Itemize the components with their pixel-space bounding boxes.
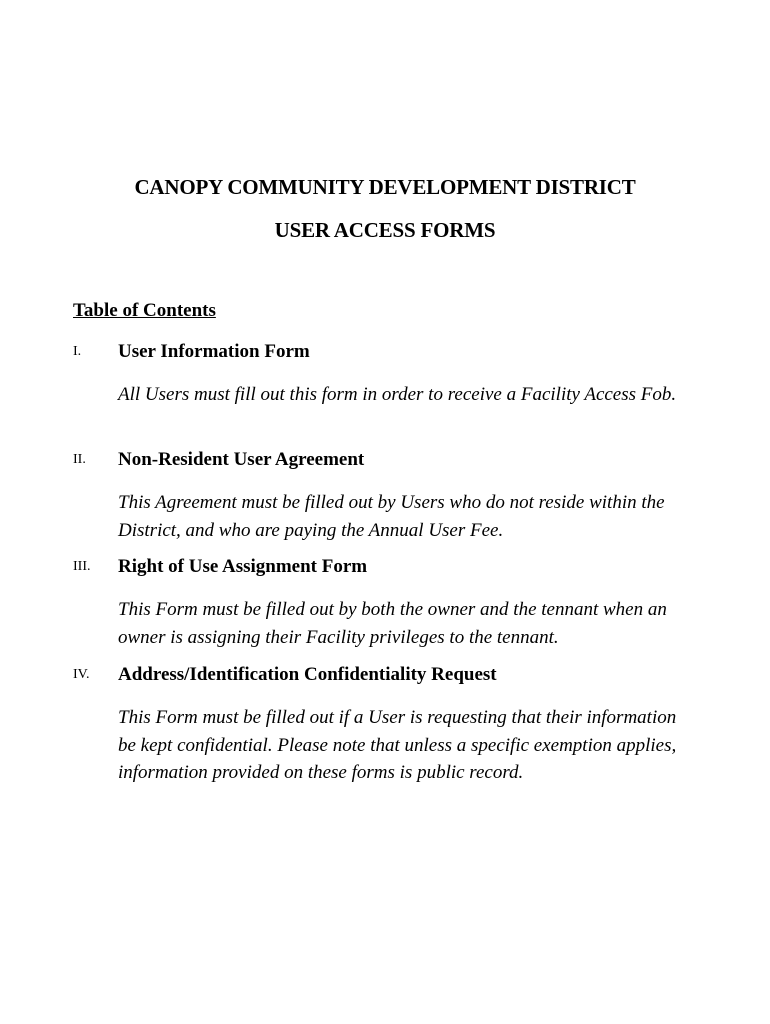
document-subtitle: USER ACCESS FORMS	[274, 218, 496, 242]
toc-entry-description: This Agreement must be filled out by Users who do not reside within the District, and who are paying the Annual User Fee.	[118, 492, 665, 541]
toc-entry-title: User Information Form	[118, 341, 310, 362]
toc-entry-numeral: IV.	[73, 667, 90, 682]
toc-entry-numeral: I.	[73, 344, 82, 359]
toc-entry-description: All Users must fill out this form in order to receive a Facility Access Fob.	[118, 384, 677, 405]
toc-entry-numeral: III.	[73, 559, 91, 574]
toc-entry-description: This Form must be filled out by both the owner and the tennant when an owner is assigning their Facility privileges to the tennant.	[118, 599, 667, 648]
toc-entry-numeral: II.	[73, 452, 86, 467]
toc-entry-description: This Form must be filled out if a User is requesting that their information be kept confidential. Please note that unless a specific exemption applies, information provided on these forms is public record.	[118, 707, 677, 783]
toc-entry-title: Non-Resident User Agreement	[118, 449, 365, 470]
document-title: CANOPY COMMUNITY DEVELOPMENT DISTRICT	[134, 175, 636, 199]
toc-heading: Table of Contents	[73, 300, 216, 321]
toc-entry-title: Right of Use Assignment Form	[118, 556, 368, 577]
toc-entry-title: Address/Identification Confidentiality Request	[118, 664, 497, 685]
